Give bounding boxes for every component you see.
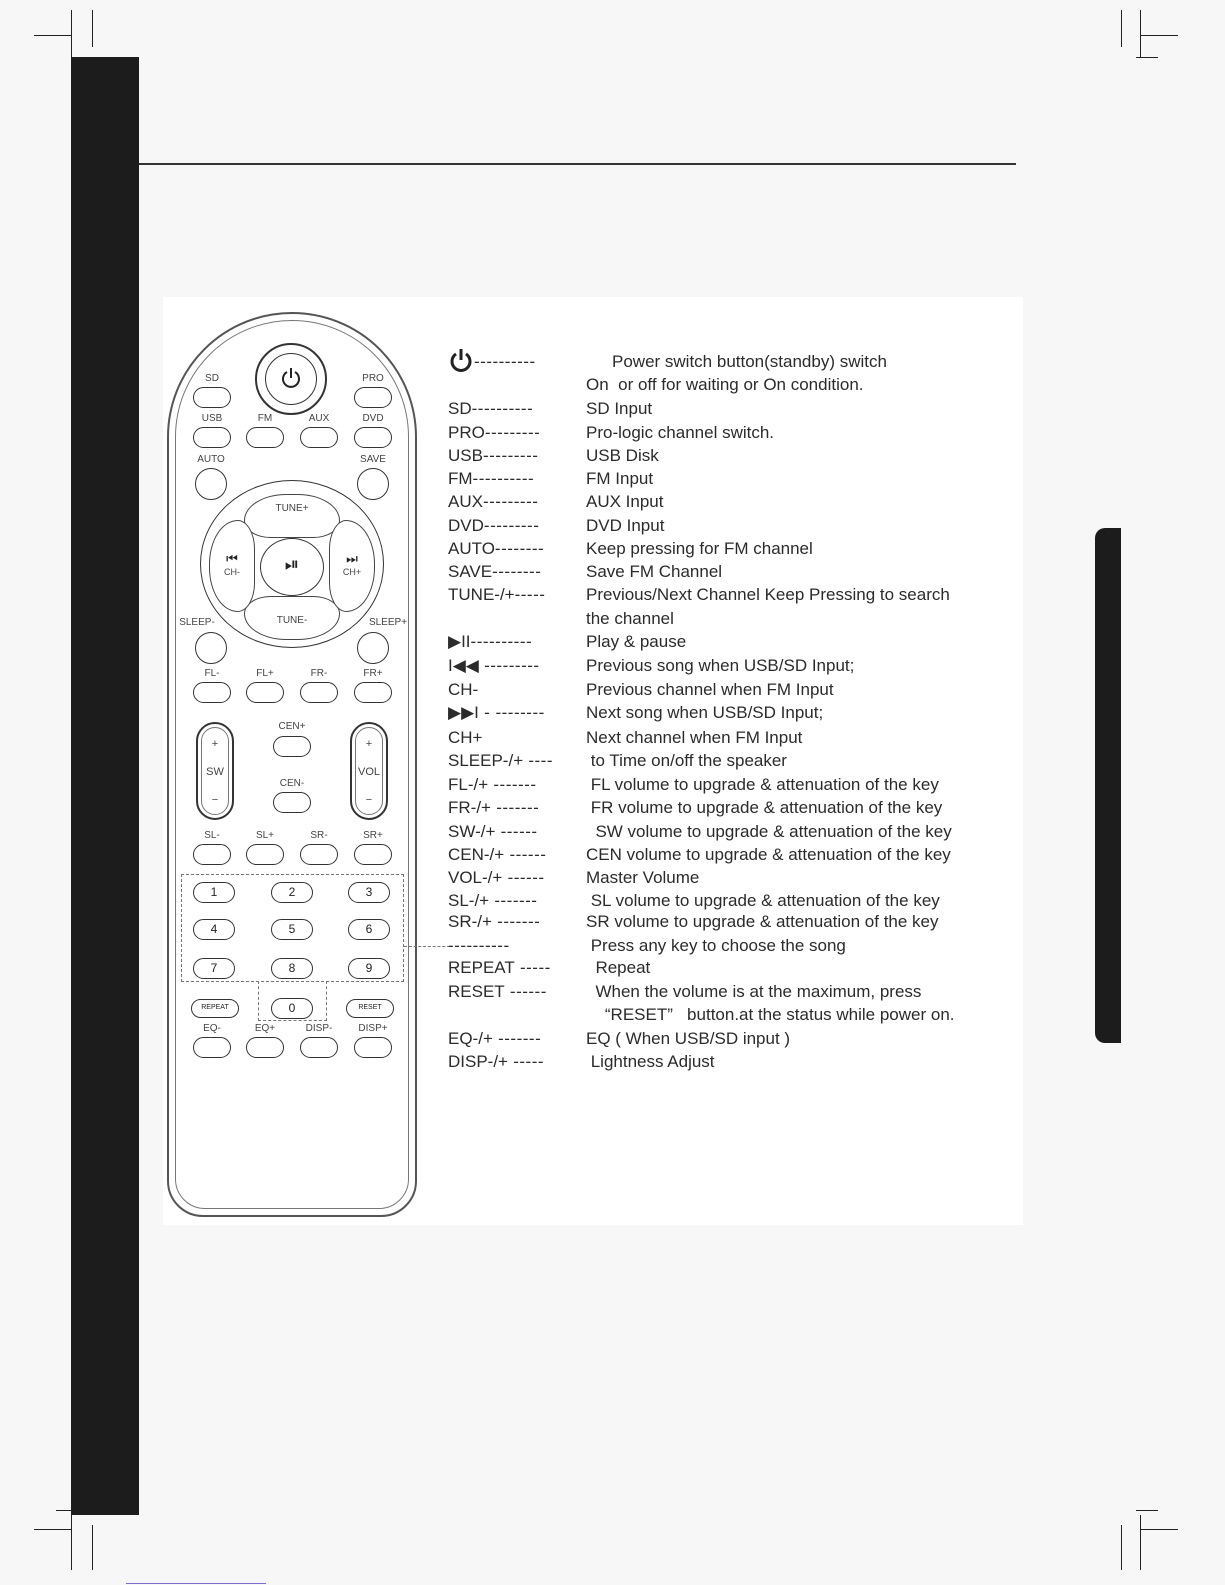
sr-plus-button[interactable] — [354, 844, 392, 865]
aux-button[interactable] — [300, 427, 338, 448]
next-icon: ⏭ — [346, 551, 358, 566]
sd-label: SD — [205, 373, 219, 384]
legend-dashes: --------- — [482, 492, 539, 511]
power-icon — [280, 366, 302, 390]
legend-row — [448, 632, 687, 652]
sr-minus-label: SR- — [310, 830, 328, 841]
repeat-button[interactable] — [191, 999, 239, 1018]
legend-key: RESET — [448, 982, 505, 1001]
legend-text: On or off for waiting or On condition. — [586, 375, 864, 394]
prev-icon: ⏮ — [226, 551, 238, 566]
legend-dashes: --------- — [483, 516, 540, 535]
crop-mark — [92, 1525, 93, 1570]
legend-key: SL-/+ — [448, 891, 490, 910]
legend-row — [448, 822, 952, 842]
sw-rocker[interactable] — [196, 722, 234, 820]
save-label: SAVE — [360, 454, 386, 465]
legend-row — [448, 958, 651, 978]
legend-dashes: --------- — [484, 423, 541, 442]
legend-text: Power switch button(standby) switch — [612, 352, 887, 371]
legend-text: Repeat — [586, 958, 651, 977]
sleep-minus-label: SLEEP- — [179, 617, 215, 628]
fr-minus-button[interactable] — [300, 682, 338, 703]
sw-plus: + — [211, 738, 219, 750]
legend-key: SR-/+ — [448, 912, 492, 931]
legend-text: Press any key to choose the song — [586, 936, 846, 955]
legend-key: SD — [448, 399, 472, 418]
cen-minus-label: CEN- — [279, 778, 305, 789]
legend-key: SAVE — [448, 562, 493, 581]
legend-row — [448, 516, 665, 536]
dvd-label: DVD — [362, 413, 384, 424]
ch-minus-label: CH- — [224, 567, 240, 577]
legend-row — [448, 936, 846, 956]
digit-0-button[interactable]: 0 — [271, 998, 313, 1019]
usb-label: USB — [201, 413, 223, 424]
sleep-plus-label: SLEEP+ — [368, 617, 408, 628]
legend-text: FL volume to upgrade & attenuation of the key — [586, 775, 939, 794]
legend-dashes: --------- — [478, 656, 540, 675]
legend-key: TUNE-/+ — [448, 585, 515, 604]
legend-key: AUX — [448, 492, 483, 511]
legend-dashes: ----- — [514, 585, 546, 604]
legend-row — [448, 562, 723, 582]
vol-rocker[interactable] — [350, 722, 388, 820]
legend-dashes: ------ — [495, 822, 538, 841]
repeat-label: REPEAT — [201, 1004, 229, 1011]
sd-button[interactable] — [193, 387, 231, 408]
legend-text: AUX Input — [586, 492, 664, 511]
legend-text: to Time on/off the speaker — [586, 751, 787, 770]
sl-plus-label: SL+ — [255, 830, 275, 841]
legend-text: Next song when USB/SD Input; — [586, 703, 824, 722]
crop-mark — [71, 1515, 72, 1570]
legend-row — [448, 798, 943, 818]
cen-plus-button[interactable] — [273, 736, 311, 757]
vol-minus: − — [365, 794, 373, 806]
legend-key: AUTO — [448, 539, 495, 558]
play-pause-icon: ⏯ — [284, 554, 300, 574]
legend-dashes: ---------- — [471, 399, 534, 418]
legend-text: Previous/Next Channel Keep Pressing to search — [586, 585, 950, 604]
legend-key: I◀◀ — [448, 656, 479, 675]
eq-plus-button[interactable] — [246, 1037, 284, 1058]
legend-dashes: - -------- — [478, 703, 545, 722]
fm-label: FM — [257, 413, 273, 424]
cen-plus-label: CEN+ — [278, 721, 306, 732]
power-icon — [449, 348, 473, 372]
reset-button[interactable] — [346, 999, 394, 1018]
legend-key: CH- — [448, 680, 479, 699]
legend-text: SR volume to upgrade & attenuation of the key — [586, 912, 939, 931]
disp-plus-label: DISP+ — [358, 1023, 388, 1034]
tune-minus-label: TUNE- — [276, 615, 308, 626]
fr-plus-label: FR+ — [363, 668, 383, 679]
legend-row — [448, 868, 700, 888]
legend-row — [448, 656, 855, 676]
legend-dashes: ------ — [504, 845, 547, 864]
fr-plus-button[interactable] — [354, 682, 392, 703]
legend-dashes: ------- — [491, 912, 541, 931]
crop-mark — [71, 10, 72, 57]
digit-8-button[interactable]: 8 — [271, 958, 313, 979]
header-rule — [139, 163, 1016, 165]
legend-key: FM — [448, 469, 473, 488]
legend-text: FR volume to upgrade & attenuation of the key — [586, 798, 943, 817]
save-button[interactable] — [357, 468, 389, 500]
digit-9-button[interactable]: 9 — [348, 958, 390, 979]
crop-mark — [1136, 1510, 1158, 1511]
fl-minus-button[interactable] — [193, 682, 231, 703]
legend-dashes: ---------- — [448, 936, 510, 955]
sw-label: SW — [206, 766, 224, 778]
legend-key: USB — [448, 446, 483, 465]
legend-text: DVD Input — [586, 516, 665, 535]
pro-button[interactable] — [354, 387, 392, 408]
sl-minus-label: SL- — [204, 830, 220, 841]
pro-label: PRO — [362, 373, 384, 384]
cen-minus-button[interactable] — [273, 792, 311, 813]
eq-plus-label: EQ+ — [254, 1023, 276, 1034]
legend-text: Play & pause — [586, 632, 687, 651]
vol-label: VOL — [357, 766, 380, 778]
digit-6-button[interactable]: 6 — [348, 919, 390, 940]
legend-key: DISP-/+ — [448, 1052, 508, 1071]
legend-dashes: ---------- — [470, 632, 533, 651]
auto-label: AUTO — [197, 454, 225, 465]
sr-plus-label: SR+ — [363, 830, 383, 841]
legend-row — [448, 775, 939, 795]
digit-4-button[interactable]: 4 — [193, 919, 235, 940]
legend-key: ▶▶I — [448, 703, 479, 722]
tune-plus-button[interactable] — [244, 494, 340, 538]
fm-button[interactable] — [246, 427, 284, 448]
legend-dashes: ------- — [488, 775, 537, 794]
crop-mark — [1121, 10, 1122, 47]
fr-minus-label: FR- — [310, 668, 328, 679]
legend-row — [448, 539, 813, 559]
section-tab — [1095, 528, 1121, 1043]
legend-text: Pro-logic channel switch. — [586, 423, 775, 442]
legend-key: FL-/+ — [448, 775, 489, 794]
legend-text: Previous song when USB/SD Input; — [586, 656, 855, 675]
legend-key: SLEEP-/+ — [448, 751, 524, 770]
digit-3-button[interactable]: 3 — [348, 882, 390, 903]
reset-label: RESET — [358, 1004, 382, 1011]
legend-text: Keep pressing for FM channel — [586, 539, 813, 558]
crop-mark — [1140, 10, 1141, 57]
digit-5-button[interactable]: 5 — [271, 919, 313, 940]
legend-row — [448, 492, 664, 512]
eq-minus-button[interactable] — [193, 1037, 231, 1058]
legend-dashes: ------- — [490, 798, 540, 817]
legend-row — [448, 845, 951, 865]
legend-row — [448, 680, 834, 700]
dvd-button[interactable] — [354, 427, 392, 448]
legend-row — [448, 1029, 791, 1049]
legend-dashes: -------- — [494, 539, 545, 558]
crop-mark — [1121, 1525, 1122, 1570]
crop-mark — [1141, 1529, 1178, 1530]
prev-button[interactable] — [209, 520, 255, 612]
digit-7-button[interactable]: 7 — [193, 958, 235, 979]
legend-text: SW volume to upgrade & attenuation of the key — [586, 822, 952, 841]
crop-mark — [1140, 1515, 1141, 1570]
legend-dashes: --------- — [482, 446, 539, 465]
tune-minus-button[interactable] — [244, 596, 340, 640]
legend-dashes: -------- — [492, 562, 542, 581]
legend-text: “RESET” button.at the status while power on. — [586, 1005, 955, 1024]
legend-key: FR-/+ — [448, 798, 491, 817]
legend-text: SD Input — [586, 399, 653, 418]
legend-row — [448, 423, 775, 443]
legend-key: CH+ — [448, 728, 483, 747]
legend-row — [448, 751, 787, 771]
legend-row — [448, 585, 950, 605]
legend-dashes: ------- — [489, 891, 538, 910]
sleep-plus-button[interactable] — [357, 632, 389, 664]
legend-text: CEN volume to upgrade & attenuation of the key — [586, 845, 951, 864]
digit-1-button[interactable]: 1 — [193, 882, 235, 903]
legend-key: PRO — [448, 423, 485, 442]
fl-plus-label: FL+ — [256, 668, 274, 679]
legend-text: USB Disk — [586, 446, 659, 465]
legend-dashes: ----- — [514, 958, 551, 977]
sl-minus-button[interactable] — [193, 844, 231, 865]
legend-text: the channel — [586, 609, 674, 628]
fl-plus-button[interactable] — [246, 682, 284, 703]
legend-row — [448, 912, 939, 932]
disp-minus-label: DISP- — [305, 1023, 333, 1034]
legend-key: VOL-/+ — [448, 868, 503, 887]
digit-2-button[interactable]: 2 — [271, 882, 313, 903]
legend-text: SL volume to upgrade & attenuation of the key — [586, 891, 940, 910]
legend-row — [448, 399, 653, 419]
sleep-minus-button[interactable] — [195, 632, 227, 664]
legend-key: DVD — [448, 516, 484, 535]
legend-text: When the volume is at the maximum, press — [586, 982, 922, 1001]
legend-dashes: ---------- — [472, 469, 535, 488]
legend-row — [448, 1052, 715, 1072]
sl-plus-button[interactable] — [246, 844, 284, 865]
eq-minus-label: EQ- — [203, 1023, 221, 1034]
legend-text: Next channel when FM Input — [586, 728, 803, 747]
legend-dashes: ----- — [508, 1052, 545, 1071]
sr-minus-button[interactable] — [300, 844, 338, 865]
crop-mark — [1141, 35, 1178, 36]
legend-text: EQ ( When USB/SD input ) — [586, 1029, 791, 1048]
crop-mark — [34, 35, 71, 36]
number-pad-leader — [404, 946, 450, 947]
legend-dashes: ------ — [502, 868, 545, 887]
crop-mark — [92, 10, 93, 47]
legend-text: Previous channel when FM Input — [586, 680, 834, 699]
vol-plus: + — [365, 738, 373, 750]
legend-row — [448, 982, 922, 1002]
legend-key: SW-/+ — [448, 822, 496, 841]
crop-mark — [34, 1529, 71, 1530]
disp-plus-button[interactable] — [354, 1037, 392, 1058]
usb-button[interactable] — [193, 427, 231, 448]
auto-button[interactable] — [195, 468, 227, 500]
legend-dashes: ---- — [523, 751, 553, 770]
legend-text: Lightness Adjust — [586, 1052, 715, 1071]
legend-row — [448, 891, 940, 911]
legend-dashes: ------- — [492, 1029, 542, 1048]
sw-minus: − — [211, 794, 219, 806]
legend-row — [474, 352, 887, 372]
legend-dashes: ------ — [504, 982, 547, 1001]
legend-row — [448, 469, 654, 489]
crop-mark — [1136, 57, 1158, 58]
fl-minus-label: FL- — [204, 668, 220, 679]
legend-key: EQ-/+ — [448, 1029, 493, 1048]
legend-text: Master Volume — [586, 868, 700, 887]
legend-dashes: ---------- — [474, 352, 536, 371]
disp-minus-button[interactable] — [300, 1037, 338, 1058]
legend-row — [448, 703, 824, 723]
left-margin-bar — [71, 57, 139, 1515]
legend-text: Save FM Channel — [586, 562, 723, 581]
link-underline — [126, 1583, 266, 1584]
legend-key: REPEAT — [448, 958, 515, 977]
legend-key: CEN-/+ — [448, 845, 505, 864]
legend-row — [448, 446, 659, 466]
ch-plus-label: CH+ — [342, 567, 362, 577]
legend-row — [448, 728, 803, 748]
legend-text: FM Input — [586, 469, 654, 488]
tune-plus-label: TUNE+ — [275, 503, 309, 514]
legend-key: ▶II — [448, 632, 471, 651]
aux-label: AUX — [308, 413, 330, 424]
